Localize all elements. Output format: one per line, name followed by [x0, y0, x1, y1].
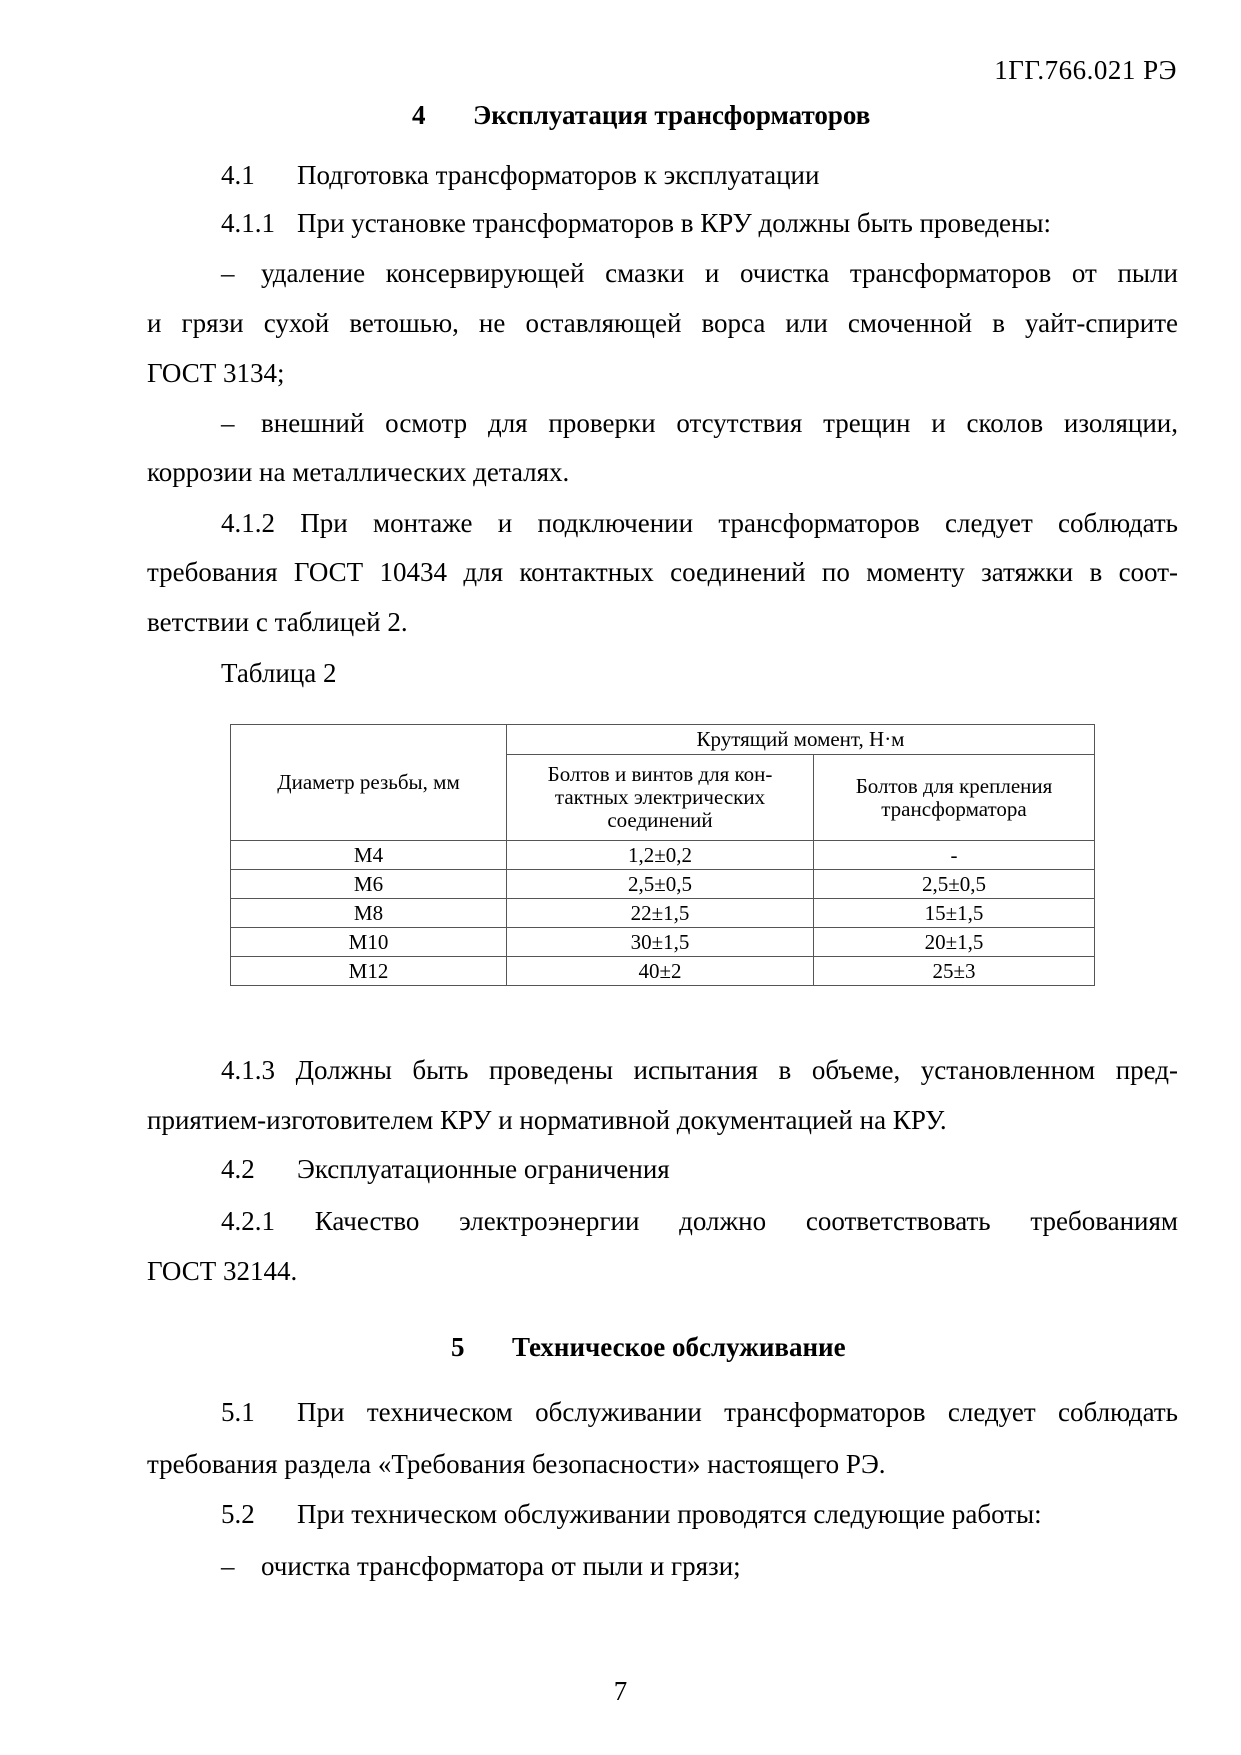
bullet-1-line-3: ГОСТ 3134;: [147, 358, 285, 388]
section-5-bullet-1: [221, 1551, 741, 1582]
clause-number: 4.1: [221, 160, 255, 190]
clause-4-2-1-line-2: ГОСТ 32144.: [147, 1256, 298, 1286]
dash-bullet: –: [221, 258, 235, 288]
bullet-1-line-1: [221, 258, 1178, 289]
clause-text: Подготовка трансформаторов к эксплуатации: [297, 160, 820, 190]
cell-mount: -: [814, 841, 1095, 870]
cell-contact: 40±2: [507, 957, 814, 986]
subsection-4-2: [221, 1154, 670, 1185]
cell-diameter: М8: [231, 899, 507, 928]
header-mount-bolts: [814, 755, 1095, 841]
clause-text: При установке трансформаторов в КРУ должны быть проведены:: [297, 208, 1052, 238]
clause-4-1-3-line-2: приятием-изготовителем КРУ и нормативной документацией на КРУ.: [147, 1105, 947, 1135]
header-thread-diameter: Диаметр резьбы, мм: [231, 725, 507, 841]
table-row: [231, 841, 1095, 870]
table-row: [231, 957, 1095, 986]
cell-mount: 25±3: [814, 957, 1095, 986]
cell-diameter: М12: [231, 957, 507, 986]
header-torque: Крутящий момент, Н·м: [507, 725, 1095, 755]
clause-5-1-line-2: требования раздела «Требования безопасности» настоящего РЭ.: [147, 1449, 886, 1479]
clause-4-2-1-line-1: 4.2.1 Качество электроэнергии должно соответствовать требованиям: [221, 1206, 1178, 1236]
cell-mount: 2,5±0,5: [814, 870, 1095, 899]
clause-text: При техническом обслуживании трансформаторов следует соблюдать: [297, 1397, 1178, 1427]
clause-5-1-line-1: [221, 1397, 1178, 1428]
bullet-1-line-2: и грязи сухой ветошью, не оставляющей ворса или смоченной в уайт-спирите: [147, 308, 1178, 338]
document-code: 1ГГ.766.021 РЭ: [994, 55, 1177, 85]
header-contact-line: тактных электрических: [554, 785, 766, 809]
cell-diameter: М10: [231, 928, 507, 957]
cell-contact: 1,2±0,2: [507, 841, 814, 870]
clause-number: 4.1.1: [221, 208, 275, 238]
clause-number: 4.2: [221, 1154, 255, 1184]
table-caption: Таблица 2: [221, 658, 337, 688]
dash-bullet: –: [221, 408, 235, 438]
bullet-text: внешний осмотр для проверки отсутствия трещин и сколов изоляции,: [261, 408, 1178, 438]
torque-table: [230, 724, 1095, 986]
page-number: 7: [613, 1676, 628, 1706]
cell-diameter: М4: [231, 841, 507, 870]
clause-text: Эксплуатационные ограничения: [297, 1154, 670, 1184]
clause-4-1-2-line-2: требования ГОСТ 10434 для контактных соединений по моменту затяжки в соот-: [147, 557, 1178, 587]
dash-bullet: –: [221, 1551, 235, 1581]
table-row: [231, 870, 1095, 899]
clause-4-1-2-line-1: 4.1.2 При монтаже и подключении трансформаторов следует соблюдать: [221, 508, 1178, 538]
header-contact-line: соединений: [607, 808, 713, 832]
clause-text: При техническом обслуживании проводятся следующие работы:: [297, 1499, 1042, 1529]
header-contact-line: Болтов и винтов для кон-: [547, 762, 773, 786]
section-title: Техническое обслуживание: [512, 1332, 846, 1362]
section-4-heading: [412, 100, 870, 131]
clause-number: 5.2: [221, 1499, 255, 1529]
cell-contact: 30±1,5: [507, 928, 814, 957]
header-mount-line: Болтов для крепления: [855, 773, 1053, 798]
cell-mount: 20±1,5: [814, 928, 1095, 957]
bullet-text: очистка трансформатора от пыли и грязи;: [261, 1551, 741, 1581]
clause-5-2: [221, 1499, 1042, 1530]
cell-contact: 2,5±0,5: [507, 870, 814, 899]
clause-4-1-3-line-1: 4.1.3 Должны быть проведены испытания в объеме, установленном пред-: [221, 1055, 1178, 1085]
subsection-4-1: [221, 160, 819, 191]
cell-diameter: М6: [231, 870, 507, 899]
cell-contact: 22±1,5: [507, 899, 814, 928]
header-mount-line: трансформатора: [881, 796, 1027, 821]
header-contact-bolts: [507, 755, 814, 841]
cell-mount: 15±1,5: [814, 899, 1095, 928]
bullet-2-line-2: коррозии на металлических деталях.: [147, 457, 570, 487]
clause-4-1-2-line-3: ветствии с таблицей 2.: [147, 607, 408, 637]
table-row: [231, 899, 1095, 928]
section-5-heading: [451, 1332, 846, 1363]
bullet-2-line-1: [221, 408, 1178, 439]
clause-number: 5.1: [221, 1397, 255, 1427]
section-title: Эксплуатация трансформаторов: [473, 100, 871, 130]
clause-4-1-1: [221, 208, 1051, 239]
bullet-text: удаление консервирующей смазки и очистка трансформаторов от пыли: [261, 258, 1178, 288]
table-row: [231, 928, 1095, 957]
section-number: 4: [412, 100, 426, 130]
section-number: 5: [451, 1332, 465, 1362]
